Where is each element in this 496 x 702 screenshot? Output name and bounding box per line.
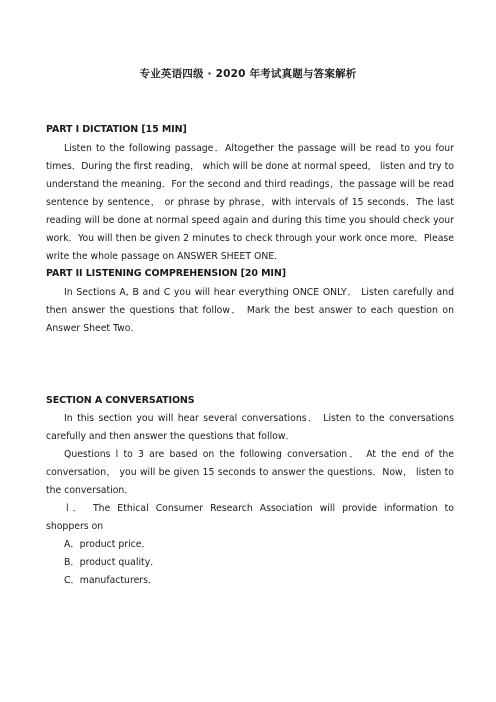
section-a-body xyxy=(46,410,454,590)
document-title: 专业英语四级 · 2020 年考试真题与答案解析 xyxy=(139,68,357,80)
question-1-option-a: A．product price． xyxy=(64,539,151,550)
question-1-option-c: C．manufacturers． xyxy=(64,575,158,586)
section-a xyxy=(46,395,454,406)
question-1-option-b: B．product quality． xyxy=(64,557,160,568)
part1-section xyxy=(46,124,454,135)
section-a-instruction: Questions l to 3 are based on the following conversation． At the end of the conversation， you will be given 15 seconds to answer the questions．Now， listen to the conversation． xyxy=(46,449,454,496)
part1-heading: PART I DICTATION [15 MIN] xyxy=(46,124,187,135)
part2-body xyxy=(46,284,454,338)
part2-paragraph: In Sections A, B and C you will hear everything ONCE ONLY． Listen carefully and then answer the questions that follow． Mark the best answer to each question on Answer Sheet Two． xyxy=(46,287,454,334)
part2-heading: PART II LISTENING COMPREHENSION [20 MIN] xyxy=(46,268,286,279)
question-1-stem: l． The Ethical Consumer Research Association will provide information to shoppers on xyxy=(46,503,454,532)
part1-body xyxy=(46,140,454,266)
part2-section xyxy=(46,268,454,279)
part1-paragraph: Listen to the following passage．Altogether the passage will be read to you four times．During the first reading， which will be done at normal speed， listen and try to understand the meaning．For the second and third readings，the passage will be read sentence by sentence， or phrase by phrase，with intervals of 15 seconds．The last reading will be done at normal speed again and during this time you should check your work．You will then be given 2 minutes to check through your work once more．Please write the whole passage on ANSWER SHEET ONE． xyxy=(46,143,454,262)
section-a-intro: In this section you will hear several conversations． Listen to the conversations carefully and then answer the questions that follow． xyxy=(46,413,454,442)
section-a-heading: SECTION A CONVERSATIONS xyxy=(46,395,195,406)
